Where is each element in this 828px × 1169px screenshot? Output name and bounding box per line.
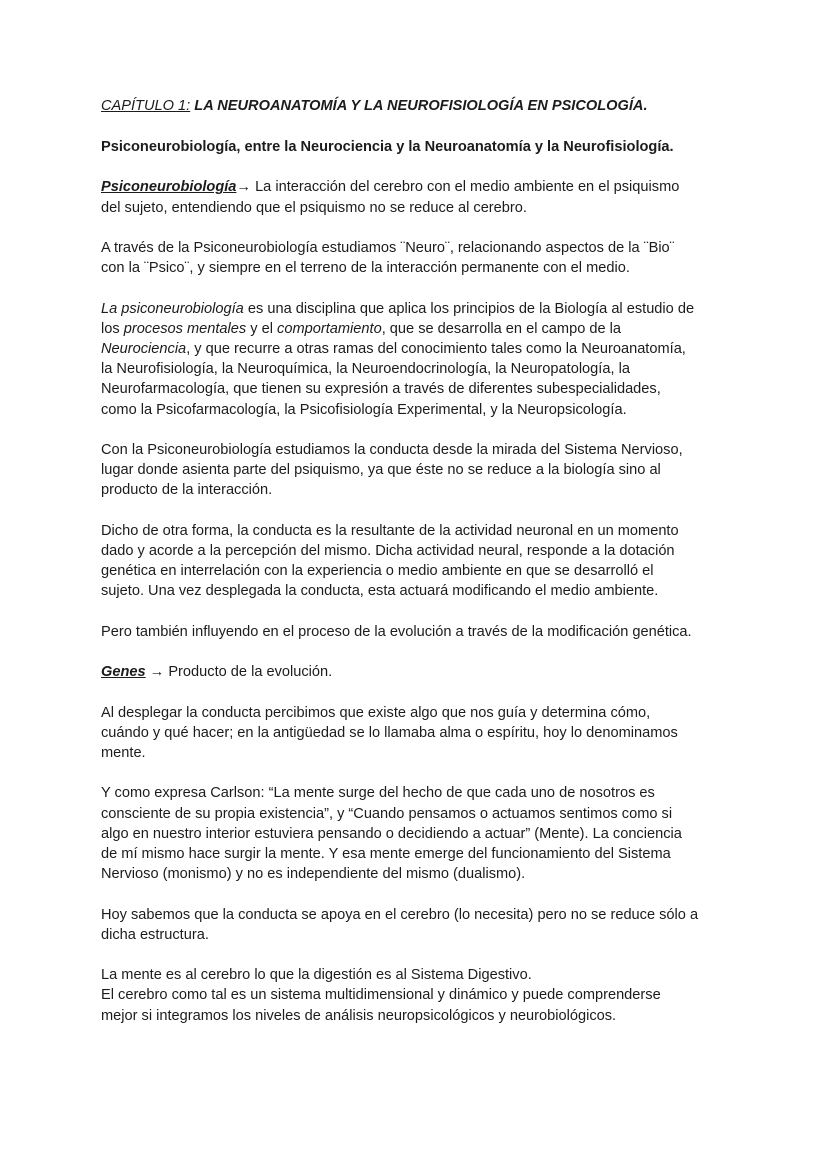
text-line: con la ¨Psico¨, y siempre en el terreno de la interacción permanente con el medio. bbox=[101, 260, 630, 277]
text-fragment: y el bbox=[246, 320, 278, 337]
paragraph-discipline bbox=[101, 299, 733, 420]
text-line: producto de la interacción. bbox=[101, 482, 273, 499]
text-fragment: → Producto de la evolución. bbox=[145, 664, 333, 681]
paragraph-definition bbox=[101, 177, 733, 217]
paragraph-neuronal-activity bbox=[101, 521, 733, 602]
text-line: Hoy sabemos que la conducta se apoya en el cerebro (lo necesita) pero no se reduce sólo a bbox=[101, 906, 699, 923]
text-line: de mí mismo hace surgir la mente. Y esa mente emerge del funcionamiento del Sistema bbox=[101, 845, 671, 862]
text-line: mejor si integramos los niveles de análisis neuropsicológicos y neurobiológicos. bbox=[101, 1007, 617, 1024]
text-line: Neurofarmacología, que tienen su expresión a través de diferentes subespecialidades, bbox=[101, 381, 661, 398]
text-line: mente. bbox=[101, 744, 146, 761]
paragraph-mind bbox=[101, 703, 733, 764]
paragraph-evolution bbox=[101, 622, 733, 642]
text-line: Dicho de otra forma, la conducta es la resultante de la actividad neuronal en un momento bbox=[101, 522, 679, 539]
text-line: algo en nuestro interior estuviera pensando o decidiendo a actuar” (Mente). La conciencia bbox=[101, 825, 682, 842]
text-line: la Neurofisiología, la Neuroquímica, la Neuroendocrinología, la Neuropatología, la bbox=[101, 361, 630, 378]
italic-term: procesos mentales bbox=[123, 320, 247, 337]
text-line: genética en interrelación con la experiencia o medio ambiente en que se desarrolló el bbox=[101, 563, 654, 580]
italic-term: La psiconeurobiología bbox=[101, 300, 244, 317]
text-line: La mente es al cerebro lo que la digestión es al Sistema Digestivo. bbox=[101, 967, 532, 984]
text-line: Nervioso (monismo) y no es independiente del mismo (dualismo). bbox=[101, 866, 526, 883]
paragraph-nervous-system bbox=[101, 440, 733, 501]
italic-term: Neurociencia bbox=[101, 341, 187, 357]
text-fragment: los bbox=[101, 320, 124, 337]
paragraph-genes bbox=[101, 662, 733, 682]
term-psiconeurobiologia: Psiconeurobiología bbox=[101, 179, 237, 196]
chapter-title: LA NEUROANATOMÍA Y LA NEUROFISIOLOGÍA EN PSICOLOGÍA. bbox=[190, 98, 648, 114]
text-line: A través de la Psiconeurobiología estudiamos ¨Neuro¨, relacionando aspectos de la ¨Bio¨ bbox=[101, 240, 675, 256]
text-line: Y como expresa Carlson: “La mente surge del hecho de que cada uno de nosotros es bbox=[101, 785, 655, 802]
text-line: Con la Psiconeurobiología estudiamos la conducta desde la mirada del Sistema Nervioso, bbox=[101, 442, 683, 458]
definition-text: → La interacción del cerebro con el medio ambiente en el psiquismo bbox=[236, 179, 680, 196]
text-line: consciente de su propia existencia”, y “Cuando pensamos o actuamos sentimos como si bbox=[101, 805, 673, 822]
text-line: como la Psicofarmacología, la Psicofisiología Experimental, y la Neuropsicología. bbox=[101, 401, 627, 418]
text-line: sujeto. Una vez desplegada la conducta, esta actuará modificando el medio ambiente. bbox=[101, 583, 659, 600]
text-fragment: , y que recurre a otras ramas del conocimiento tales como la Neuroanatomía, bbox=[186, 341, 686, 357]
paragraph-neuro-bio-psico bbox=[101, 238, 733, 278]
section-subtitle: Psiconeurobiología, entre la Neurociencia y la Neuroanatomía y la Neurofisiología. bbox=[101, 139, 674, 156]
text-line: dado y acorde a la percepción del mismo. Dicha actividad neural, responde a la dotación bbox=[101, 543, 675, 559]
chapter-label: CAPÍTULO 1: bbox=[101, 98, 191, 114]
text-line: Al desplegar la conducta percibimos que existe algo que nos guía y determina cómo, bbox=[101, 704, 651, 721]
text-fragment: es una disciplina que aplica los principios de la Biología al estudio de bbox=[243, 300, 695, 317]
paragraph-brain-behavior bbox=[101, 905, 733, 945]
text-line: cuándo y qué hacer; en la antigüedad se lo llamaba alma o espíritu, hoy lo denominamos bbox=[101, 724, 678, 741]
chapter-heading bbox=[101, 96, 733, 116]
paragraph-carlson-quote bbox=[101, 783, 733, 884]
text-line: dicha estructura. bbox=[101, 926, 209, 943]
definition-text-cont: del sujeto, entendiendo que el psiquismo no se reduce al cerebro. bbox=[101, 199, 527, 216]
text-fragment: , que se desarrolla en el campo de la bbox=[381, 320, 622, 337]
text-line: lugar donde asienta parte del psiquismo, ya que éste no se reduce a la biología sino al bbox=[101, 462, 661, 479]
paragraph-conclusion bbox=[101, 965, 733, 1026]
text-line: Pero también influyendo en el proceso de la evolución a través de la modificación genética. bbox=[101, 623, 692, 640]
term-genes: Genes bbox=[101, 664, 146, 681]
text-line: El cerebro como tal es un sistema multidimensional y dinámico y puede comprenderse bbox=[101, 987, 661, 1004]
document-page bbox=[101, 96, 733, 1026]
italic-term: comportamiento bbox=[277, 320, 382, 337]
